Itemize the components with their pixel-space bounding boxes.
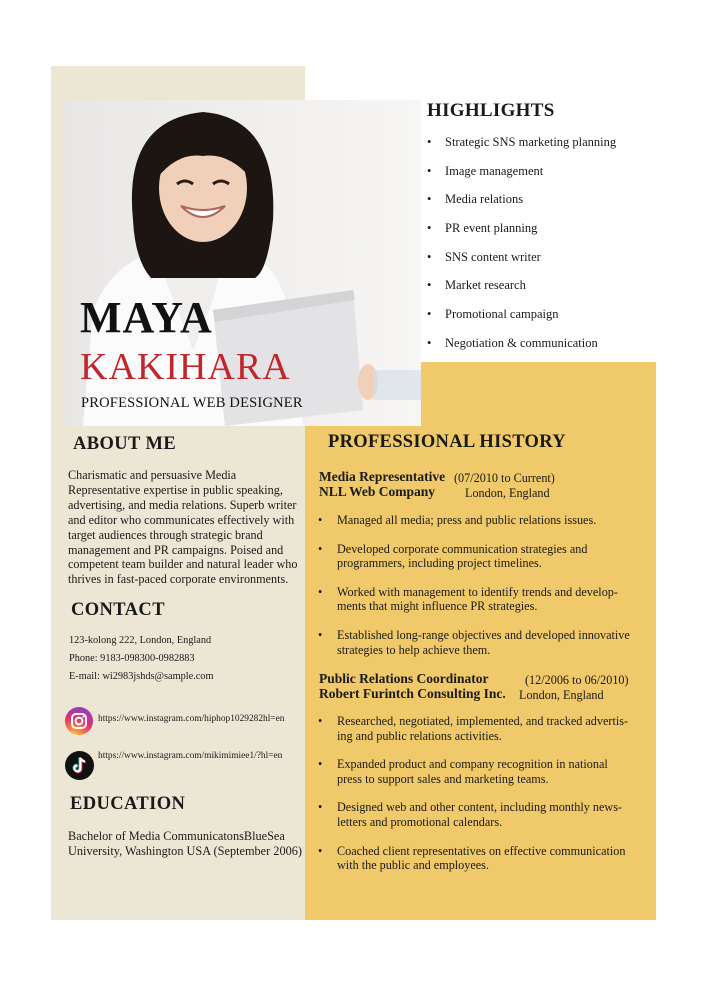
highlights-list <box>427 134 657 364</box>
about-line: target audiences through strategic brand <box>68 527 263 542</box>
job-title: Media Representative <box>319 469 446 484</box>
contact-address: 123-kolong 222, London, England <box>69 635 212 646</box>
duty-item <box>318 513 636 528</box>
about-line: and editor who communicates effectively with <box>68 512 295 527</box>
highlight-item: • Negotiation & communication <box>427 335 657 364</box>
duty-line: • Developed corporate communication strategies and <box>337 541 588 556</box>
duty-line: letters and promotional calendars. <box>337 814 503 829</box>
duty-line: ments that might influence PR strategies. <box>337 599 538 614</box>
duty-item <box>318 757 636 786</box>
duty-line: • Worked with management to identify trends and develop- <box>337 584 618 599</box>
education-line: University, Washington USA (September 2006) <box>68 844 302 858</box>
education-line: Bachelor of Media CommunicatonsBlueSea <box>68 829 285 843</box>
duty-item <box>318 714 636 743</box>
duty-line: • Managed all media; press and public relations issues. <box>337 513 597 527</box>
job-duties-list <box>318 513 636 657</box>
job-title: Public Relations Coordinator <box>319 671 489 686</box>
job-duties-list <box>318 714 636 873</box>
tiktok-icon <box>65 751 94 780</box>
job-company: NLL Web Company <box>319 484 436 499</box>
job-title: PROFESSIONAL WEB DESIGNER <box>81 395 303 411</box>
about-line: competent team builder and natural leader who <box>68 557 298 572</box>
contact-phone: Phone: 9183-098300-0982883 <box>69 653 195 664</box>
duty-item <box>318 844 636 873</box>
duty-line: • Expanded product and company recognition in national <box>337 757 608 772</box>
highlight-item: • PR event planning <box>427 220 657 249</box>
about-line: advertising, and media relations. Superb writer <box>68 497 297 512</box>
contact-email: E-mail: wi2983jshds@sample.com <box>69 671 214 682</box>
duty-line: with the public and employees. <box>337 858 489 873</box>
duty-item <box>318 628 636 657</box>
duty-line: • Established long-range objectives and developed innovative <box>337 627 630 642</box>
job-dates: (12/2006 to 06/2010) <box>525 673 629 687</box>
instagram-link[interactable]: https://www.instagram.com/hiphop1029282hl=en <box>98 714 285 724</box>
duty-line: • Coached client representatives on effective communication <box>337 843 626 858</box>
about-line: Representative expertise in public speaking, <box>68 482 283 497</box>
history-heading: PROFESSIONAL HISTORY <box>328 432 566 452</box>
duty-item <box>318 585 636 614</box>
about-line: thrives in fast-paced corporate environments. <box>68 572 289 587</box>
highlights-heading: HIGHLIGHTS <box>427 100 555 121</box>
highlight-item: • Strategic SNS marketing planning <box>427 134 657 163</box>
highlight-item: • Image management <box>427 163 657 192</box>
contact-heading: CONTACT <box>71 600 165 620</box>
name-first: MAYA <box>80 293 213 342</box>
highlight-item: • Market research <box>427 277 657 306</box>
education-text <box>68 829 306 859</box>
about-line: management and PR campaigns. Poised and <box>68 542 284 557</box>
duty-line: programmers, including project timelines. <box>337 556 542 571</box>
instagram-icon <box>65 707 93 735</box>
highlight-item: • SNS content writer <box>427 249 657 278</box>
duty-line: • Researched, negotiated, implemented, and tracked advertis- <box>337 714 629 728</box>
name-last: KAKIHARA <box>80 346 291 388</box>
duty-line: ing and public relations activities. <box>337 728 502 743</box>
duty-line: press to support sales and marketing teams. <box>337 771 549 786</box>
highlight-item: • Promotional campaign <box>427 306 657 335</box>
duty-line: • Designed web and other content, including monthly news- <box>337 800 622 815</box>
job-company: Robert Furintch Consulting Inc. <box>319 686 506 701</box>
about-line: Charismatic and persuasive Media <box>68 468 237 482</box>
duty-item <box>318 542 636 571</box>
tiktok-link[interactable]: https://www.instagram.com/mikimimiee1/?hl=en <box>98 751 283 761</box>
duty-item <box>318 800 636 829</box>
job-location: London, England <box>465 486 550 500</box>
about-text <box>68 468 306 587</box>
highlight-item: • Media relations <box>427 191 657 220</box>
duty-line: strategies to help achieve them. <box>337 642 491 657</box>
job-location: London, England <box>519 688 604 702</box>
job-dates: (07/2010 to Current) <box>454 471 555 485</box>
education-heading: EDUCATION <box>70 794 186 814</box>
about-heading: ABOUT ME <box>73 434 177 454</box>
